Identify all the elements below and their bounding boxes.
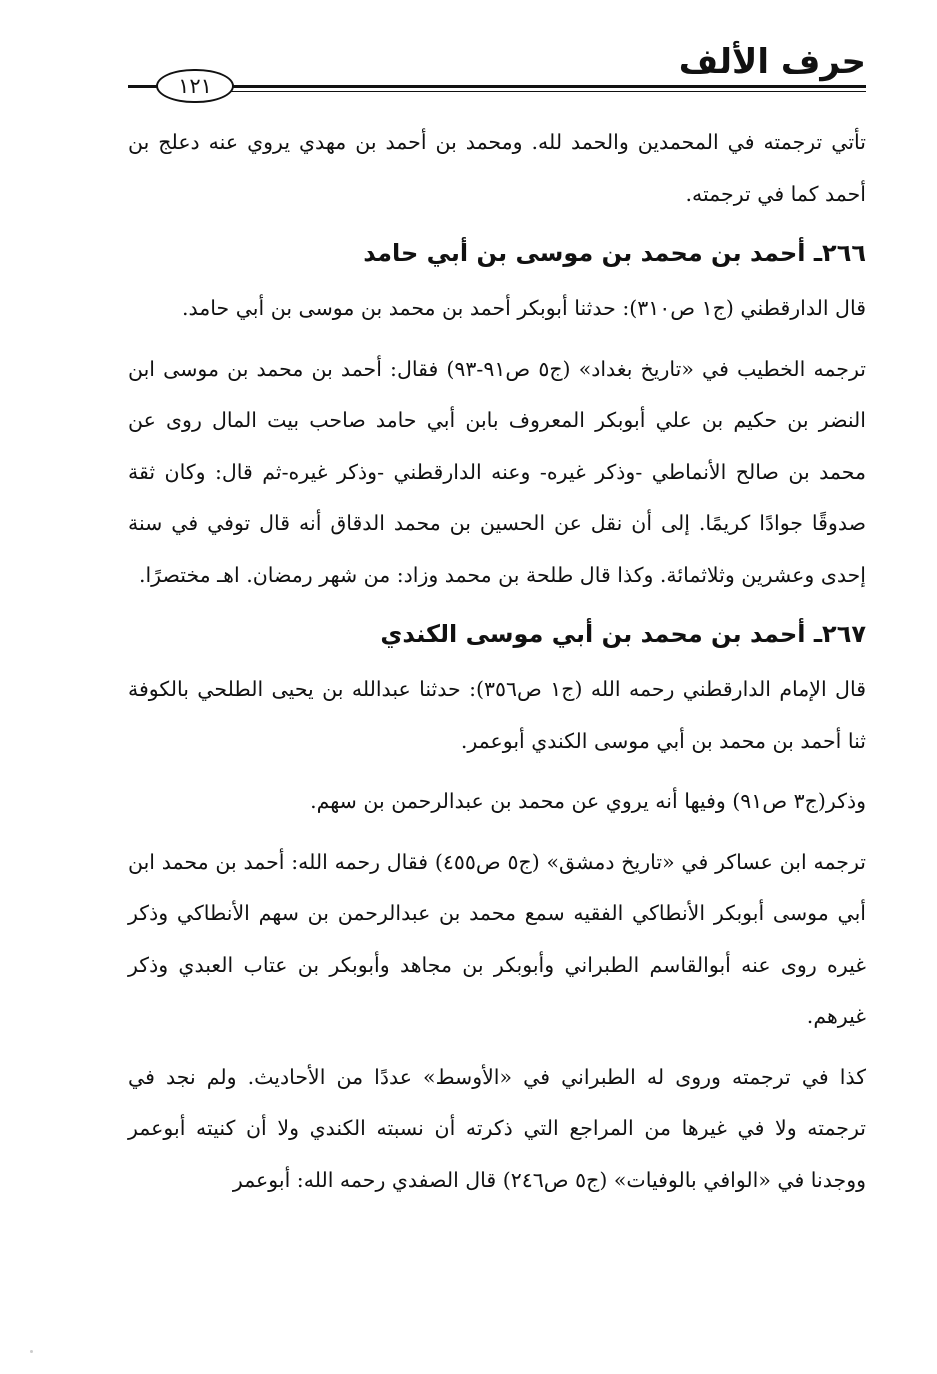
paragraph: وذكر(ج٣ ص٩١) وفيها أنه يروي عن محمد بن عبدالرحمن بن سهم.	[310, 789, 866, 813]
page-header	[128, 40, 866, 104]
header-rule-thin	[220, 91, 866, 92]
paragraph: قال الدارقطني (ج١ ص٣١٠): حدثنا أبوبكر أحمد بن محمد بن موسى بن أبي حامد.	[182, 296, 866, 320]
entry-name: أحمد بن محمد بن موسى بن أبي حامد	[363, 239, 806, 267]
paragraph: كذا في ترجمته وروى له الطبراني في «الأوسط» عددًا من الأحاديث. ولم نجد في ترجمته ولا في غيرها من المراجع التي ذكرته أن نسبته الكندي ولا أن كنيته أبوعمر ووجدنا في «الوافي بالوفيات» (ج٥ ص٢٤٦) قال الصفدي رحمه الله: أبوعمر	[128, 1064, 866, 1192]
entry-heading-266	[128, 229, 866, 277]
chapter-title: حرف الألف	[678, 42, 866, 82]
entry-number: ٢٦٧ـ	[813, 620, 866, 648]
scan-speck	[30, 1350, 33, 1353]
page-number-badge: ١٢١	[156, 69, 234, 103]
paragraph: قال الإمام الدارقطني رحمه الله (ج١ ص٣٥٦): حدثنا عبدالله بن يحيى الطلحي بالكوفة ثنا أحمد بن محمد بن أبي موسى الكندي أبوعمر.	[128, 677, 866, 753]
paragraph: ترجمه ابن عساكر في «تاريخ دمشق» (ج٥ ص٤٥٥) فقال رحمه الله: أحمد بن محمد ابن أبي موسى أبوبكر الأنطاكي الفقيه سمع محمد بن عبدالرحمن بن سهم الأنطاكي وذكر غيره روى عنه أبوالقاسم الطبراني وأبوبكر بن مجاهد وأبوبكر بن عتاب العبدي وذكر غيرهم.	[128, 849, 866, 1028]
paragraph: تأتي ترجمته في المحمدين والحمد لله. ومحمد بن أحمد بن مهدي يروي عنه دعلج بن أحمد كما في ترجمته.	[128, 130, 866, 206]
entry-heading-267	[128, 610, 866, 658]
header-rule-left	[128, 85, 158, 88]
entry-name: أحمد بن محمد بن أبي موسى الكندي	[380, 620, 806, 648]
paragraph: ترجمه الخطيب في «تاريخ بغداد» (ج٥ ص٩١-٩٣) فقال: أحمد بن محمد بن موسى ابن النضر بن حكيم بن علي أبوبكر المعروف بابن أبي حامد صاحب بيت المال روى عن محمد بن صالح الأنماطي -وذكر غيره- وعنه الدارقطني -وذكر غيره-ثم قال: وكان ثقة صدوقًا جوادًا كريمًا. إلى أن نقل عن الحسين بن محمد الدقاق أنه قال توفي في سنة إحدى وعشرين وثلاثمائة. وكذا قال طلحة بن محمد وزاد: من شهر رمضان. اهـ مختصرًا.	[128, 356, 866, 587]
page-body	[128, 117, 866, 1215]
entry-number: ٢٦٦ـ	[813, 239, 866, 267]
header-rule	[220, 85, 866, 88]
